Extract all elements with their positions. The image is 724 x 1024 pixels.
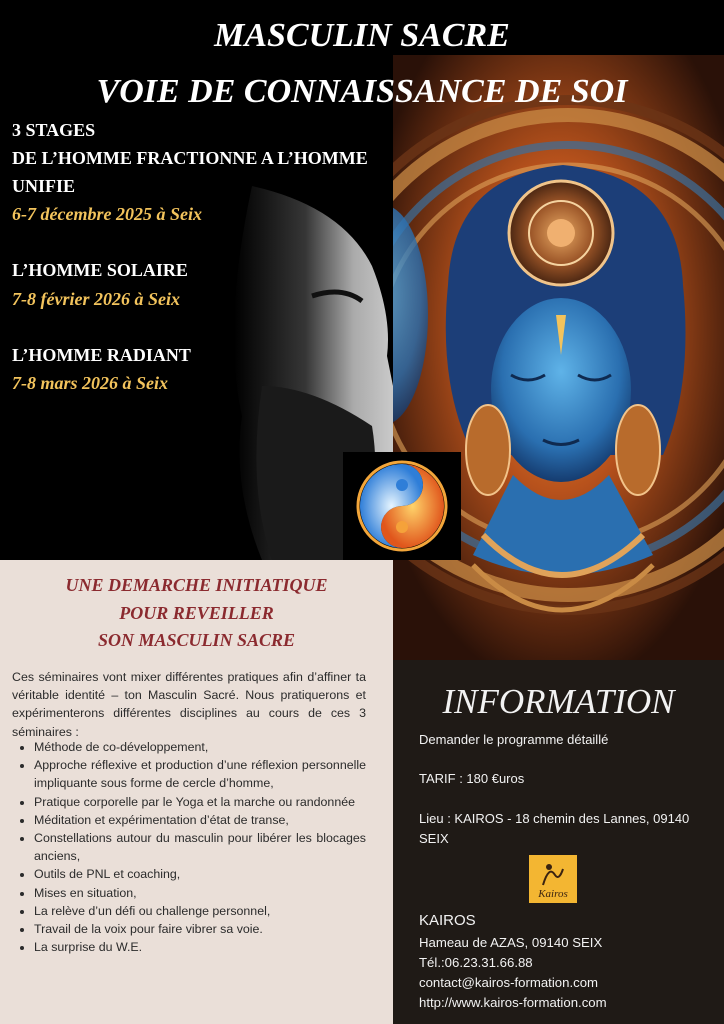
programme-text: Demander le programme détaillé <box>419 732 609 747</box>
stage1-title-line2: UNIFIE <box>12 176 76 196</box>
feature-item: • Méthode de co-développement, <box>34 738 366 756</box>
features-list <box>12 738 366 956</box>
lieu-text: Lieu : KAIROS - 18 chemin des Lannes, 09140 SEIX <box>419 811 690 846</box>
tagline-line3: SON MASCULIN SACRE <box>97 630 296 650</box>
feature-item: • La surprise du W.E. <box>34 938 366 956</box>
feature-item: • Pratique corporelle par le Yoga et la marche ou randonnée <box>34 793 366 811</box>
kairos-figure-icon <box>529 855 577 903</box>
feature-item: • Constellations autour du masculin pour libérer les blocages anciens, <box>34 829 366 865</box>
kairos-logo <box>529 855 577 903</box>
contact-address: Hameau de AZAS, 09140 SEIX <box>419 935 603 950</box>
deity-illustration <box>393 55 724 660</box>
tagline-line1: UNE DEMARCHE INITIATIQUE <box>65 575 328 595</box>
tagline-line2: POUR REVEILLER <box>119 603 274 623</box>
feature-item: • Méditation et expérimentation d’état de transe, <box>34 811 366 829</box>
feature-item: • Approche réflexive et production d’une réflexion personnelle impliquante sous forme de cercle d’homme, <box>34 756 366 792</box>
feature-item: • La relève d’un défi ou challenge personnel, <box>34 902 366 920</box>
stage1-title-line1: DE L’HOMME FRACTIONNE A L’HOMME <box>12 148 368 168</box>
fire-water-logo <box>343 452 461 560</box>
description-intro: Ces séminaires vont mixer différentes pratiques afin d’affiner ta véritable identité – ton Masculin Sacré. Nous pratiquerons et expérimenterons différentes disciplines au cours de ces 3 séminaires : <box>12 670 366 739</box>
feature-item: • Outils de PNL et coaching, <box>34 865 366 883</box>
stage2-date: 7-8 février 2026 à Seix <box>12 289 180 309</box>
contact-website[interactable]: http://www.kairos-formation.com <box>419 995 607 1010</box>
contact-phone: Tél.:06.23.31.66.88 <box>419 955 533 970</box>
stage3-title: L’HOMME RADIANT <box>12 345 191 365</box>
stages-intro: 3 STAGES <box>12 120 96 140</box>
title-line-2: VOIE DE CONNAISSANCE DE SOI <box>96 73 628 110</box>
tarif-text: TARIF : 180 €uros <box>419 771 525 786</box>
deity-art <box>393 55 724 660</box>
feature-item: • Travail de la voix pour faire vibrer sa voie. <box>34 920 366 938</box>
fire-water-icon <box>343 452 461 560</box>
information-title: INFORMATION <box>442 682 675 721</box>
contact-name: KAIROS <box>419 912 476 929</box>
contact-email[interactable]: contact@kairos-formation.com <box>419 975 599 990</box>
title-line-1: MASCULIN SACRE <box>214 17 510 54</box>
stage2-title: L’HOMME SOLAIRE <box>12 260 188 280</box>
stage3-date: 7-8 mars 2026 à Seix <box>12 373 169 393</box>
feature-item: • Mises en situation, <box>34 884 366 902</box>
stage1-date: 6-7 décembre 2025 à Seix <box>12 204 202 224</box>
kairos-logo-text: Kairos <box>538 888 568 900</box>
